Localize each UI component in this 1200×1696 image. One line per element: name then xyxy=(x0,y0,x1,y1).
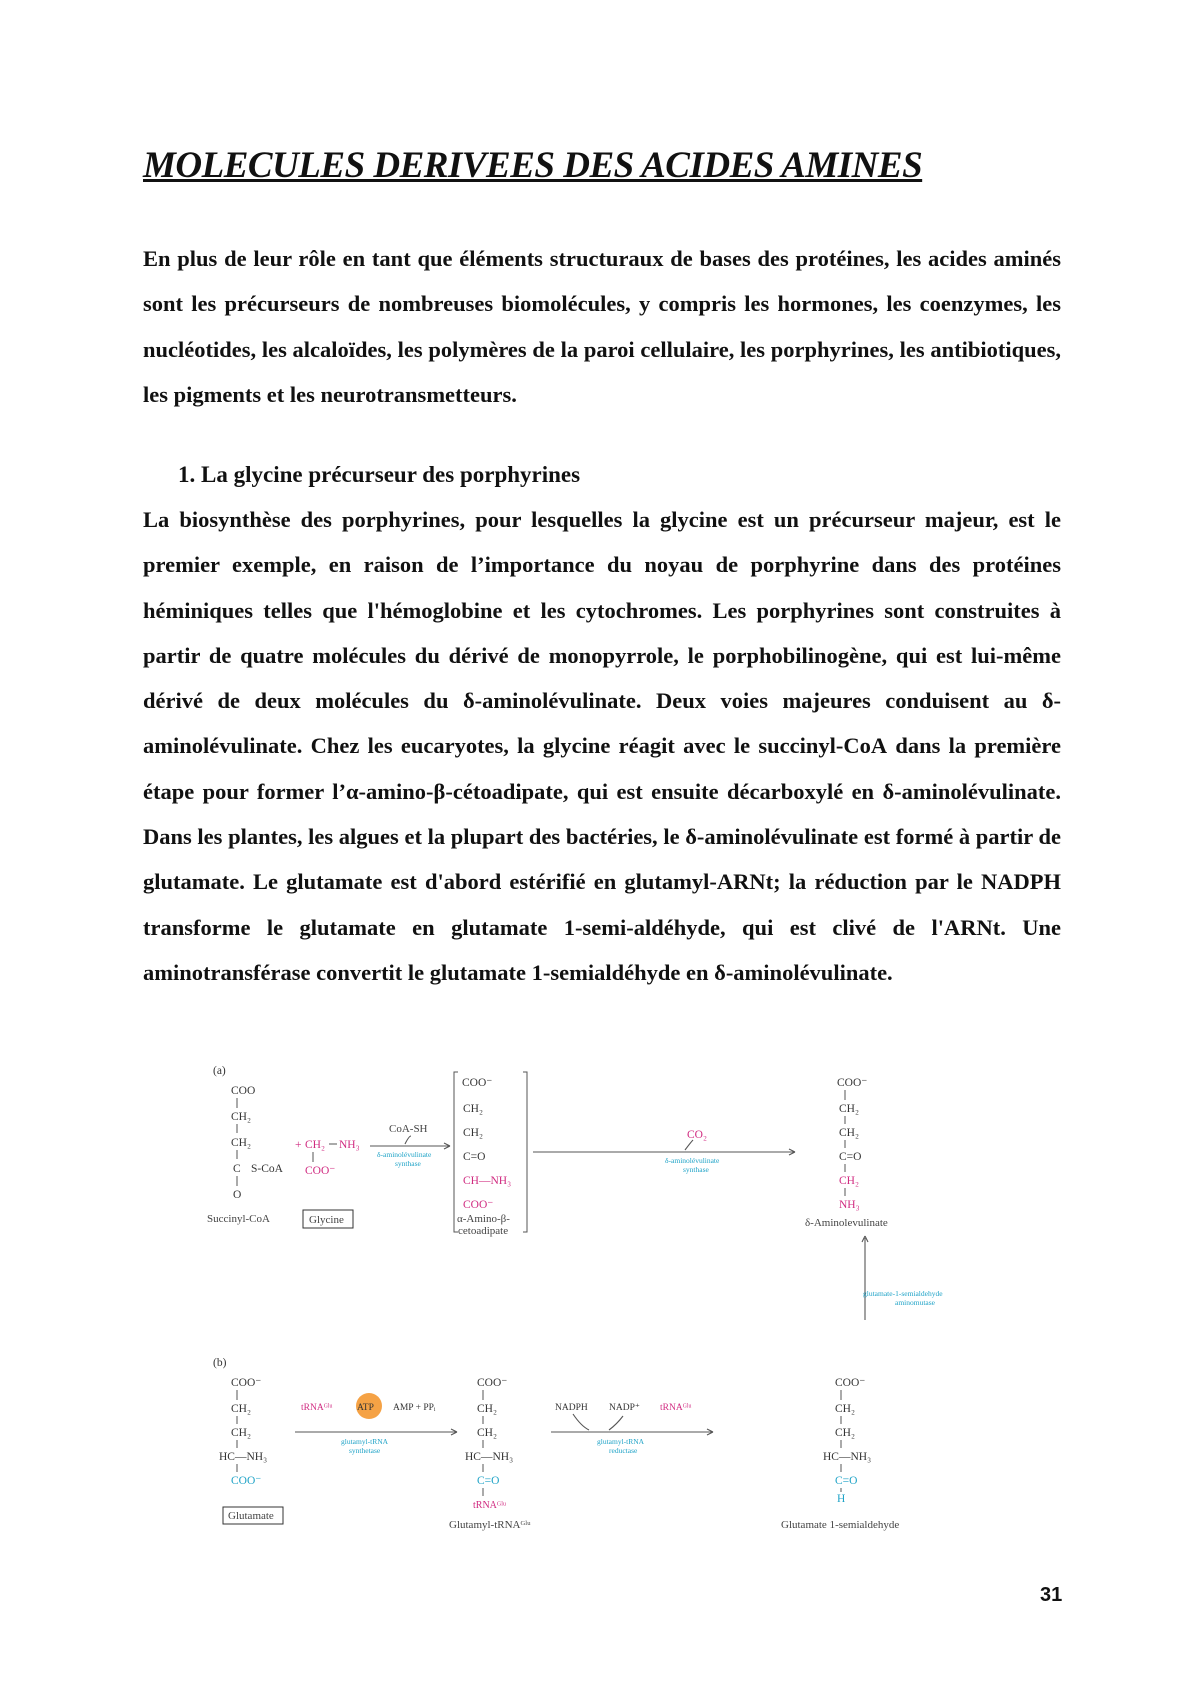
text-run: , qui est ensuite décarboxylé en δ-aminolévulinate. Dans les plantes, les algues et la plupart des bactéries, le δ-aminolévulinate est formé à partir de glutamate. Le glutamate est d'abord estérifié en xyxy=(143,778,1061,895)
text-run: et les xyxy=(502,597,576,623)
atp-label: ATP xyxy=(357,1403,374,1413)
panel-b-label: (b) xyxy=(213,1357,227,1369)
section-1-paragraph xyxy=(143,497,1061,995)
enzyme-label: δ-aminolévulinate xyxy=(665,1156,720,1165)
term-porphyrines: porphyrines xyxy=(341,507,460,532)
molecule-name: δ-Aminolevulinate xyxy=(805,1217,888,1229)
term-succinyl-coa: succinyl-CoA xyxy=(758,733,888,759)
molecule-name: α-Amino-β- xyxy=(457,1213,510,1225)
intro-paragraph: En plus de leur rôle en tant que éléments structuraux de bases des protéines, les acides aminés sont les précurseurs de nombreuses biomolécules, y compris les hormones, les coenzymes, les nucléotides, les alcaloïdes, les polymères de la paroi cellulaire, les porphyrines, les antibiotiques, les pigments et les neurotransmetteurs. xyxy=(143,246,1061,407)
glutamate-semialdehyde-structure xyxy=(781,1377,899,1531)
enzyme-label: synthase xyxy=(683,1165,709,1174)
atom-label: HC—NH₃ xyxy=(823,1451,872,1463)
atom-label: C xyxy=(233,1163,241,1175)
term-monopyrrole: monopyrrole xyxy=(548,642,674,668)
text-run: dans la première étape pour former xyxy=(143,733,1061,804)
text-run: . Les porphyrines sont construites à partir de quatre molécules du dérivé de xyxy=(143,597,1061,668)
page-number: 31 xyxy=(1040,1584,1063,1606)
panel-a-label: (a) xyxy=(213,1065,226,1077)
atom-label: O xyxy=(233,1189,242,1201)
term-porphobilinogene: porphobilinogène xyxy=(712,642,882,668)
term-cytochromes: cytochromes xyxy=(575,597,697,623)
text-run: , pour lesquelles la xyxy=(459,507,661,532)
atom-label: CH₂ xyxy=(231,1111,251,1123)
atom-label: CH₂ xyxy=(231,1403,251,1415)
atom-label: CH—NH₃ xyxy=(463,1175,512,1187)
atom-label: COO⁻ xyxy=(477,1377,508,1389)
atom-label: CH₂ xyxy=(463,1103,483,1115)
atom-label: CH₂ xyxy=(305,1139,325,1151)
text-run: La biosynthèse des xyxy=(143,507,342,532)
trna-label: tRNAᴳˡᵘ xyxy=(301,1403,333,1413)
enzyme-label: reductase xyxy=(609,1446,638,1455)
enzyme-label: synthetase xyxy=(349,1446,381,1455)
enzyme-label: glutamyl-tRNA xyxy=(341,1437,389,1446)
atom-label: CH₂ xyxy=(463,1127,483,1139)
atom-label: H xyxy=(837,1493,846,1505)
molecule-name: cetoadipate xyxy=(458,1225,509,1237)
atom-label: COO⁻ xyxy=(305,1165,336,1177)
atom-label: CH₂ xyxy=(477,1403,497,1415)
enzyme-label: glutamyl-tRNA xyxy=(597,1437,645,1446)
enzyme-label: δ-aminolévulinate xyxy=(377,1150,432,1159)
amp-ppi-label: AMP + PPᵢ xyxy=(393,1403,436,1413)
text-run: , le xyxy=(673,642,713,668)
atom-label: CH₂ xyxy=(839,1127,859,1139)
term-glycine: glycine xyxy=(660,507,728,532)
trna-label: tRNAᴳˡᵘ xyxy=(660,1403,692,1413)
glycine-structure xyxy=(303,1139,360,1228)
term-hemoglobine: l'hémoglobine xyxy=(367,597,503,623)
text-run: ; la réduction par le NADPH transforme le glutamate en glutamate 1-semi-aldéhyde, qui est clivé de l'ARNt. Une aminotransférase convertit le glutamate 1-semialdéhyde en δ-aminolévulinate. xyxy=(143,869,1062,985)
atom-label: C=O xyxy=(835,1475,858,1487)
atom-label: tRNAᴳˡᵘ xyxy=(473,1500,507,1511)
molecule-name: Succinyl-CoA xyxy=(207,1213,270,1225)
molecule-name: Glutamate 1-semialdehyde xyxy=(781,1519,900,1531)
amino-ketoadipate-structure xyxy=(454,1072,527,1237)
atom-label: COO⁻ xyxy=(231,1475,262,1487)
term-aminolevulinate: δ-aminolévulinate xyxy=(462,688,636,714)
nadph-label: NADPH xyxy=(555,1403,588,1413)
glutamate-structure xyxy=(219,1377,283,1524)
coash-label: CoA-SH xyxy=(389,1123,428,1135)
atom-label: CH₂ xyxy=(839,1103,859,1115)
atom-label: COO⁻ xyxy=(463,1199,494,1211)
atom-label: CH₂ xyxy=(839,1175,859,1187)
co2-label: CO₂ xyxy=(687,1129,707,1141)
atom-label: COO⁻ xyxy=(835,1377,866,1389)
atom-label: COO⁻ xyxy=(837,1077,868,1089)
atom-label: C=O xyxy=(839,1151,862,1163)
atom-label: S-CoA xyxy=(251,1163,283,1175)
molecule-name: Glutamyl-tRNAᴳˡᵘ xyxy=(449,1519,531,1531)
aminolevulinate-structure xyxy=(805,1077,888,1229)
term-glutamyl-arnt: glutamyl-ARNt xyxy=(624,869,774,895)
term-amino-cetoadipate: l’α-amino-β-cétoadipate xyxy=(332,778,563,804)
atom-label: C=O xyxy=(463,1151,486,1163)
section-1-heading: 1. La glycine précurseur des porphyrines xyxy=(178,462,581,487)
atom-label: COO xyxy=(231,1085,256,1097)
molecule-name: Glycine xyxy=(309,1214,344,1226)
page-title: MOLECULES DERIVEES DES ACIDES AMINES xyxy=(143,145,923,186)
atom-label: HC—NH₃ xyxy=(465,1451,514,1463)
succinyl-coa-structure xyxy=(207,1085,284,1225)
atom-label: COO⁻ xyxy=(231,1377,262,1389)
molecule-name: Glutamate xyxy=(228,1510,274,1522)
text-run: , qui est lui-même dérivé de deux molécules du xyxy=(143,642,1061,714)
enzyme-label: glutamate-1-semialdehyde xyxy=(863,1289,943,1298)
text-run: . Deux voies majeures conduisent au δ-aminolévulinate. Chez les eucaryotes, la glycine réagit avec le xyxy=(143,688,1062,759)
enzyme-label: synthase xyxy=(395,1159,421,1168)
atom-label: NH₃ xyxy=(839,1199,860,1211)
atom-label: CH₂ xyxy=(231,1137,251,1149)
atom-label: CH₂ xyxy=(231,1427,251,1439)
atom-label: CH₂ xyxy=(835,1403,855,1415)
atom-label: C=O xyxy=(477,1475,500,1487)
nadp-label: NADP⁺ xyxy=(609,1403,640,1413)
atom-label: CH₂ xyxy=(477,1427,497,1439)
atom-label: CH₂ xyxy=(835,1427,855,1439)
atom-label: COO⁻ xyxy=(462,1077,493,1089)
text-run: est un précurseur majeur, est le premier exemple, en raison de l’importance du noyau de porphyrine dans des protéines héminiques telles que xyxy=(143,507,1061,623)
plus-sign: + xyxy=(295,1139,302,1151)
porphyrin-pathway-figure xyxy=(205,1058,965,1536)
glutamyl-trna-structure xyxy=(449,1377,531,1531)
atom-label: HC—NH₃ xyxy=(219,1451,268,1463)
enzyme-label: aminomutase xyxy=(895,1298,935,1307)
atom-label: NH₃ xyxy=(339,1139,360,1151)
